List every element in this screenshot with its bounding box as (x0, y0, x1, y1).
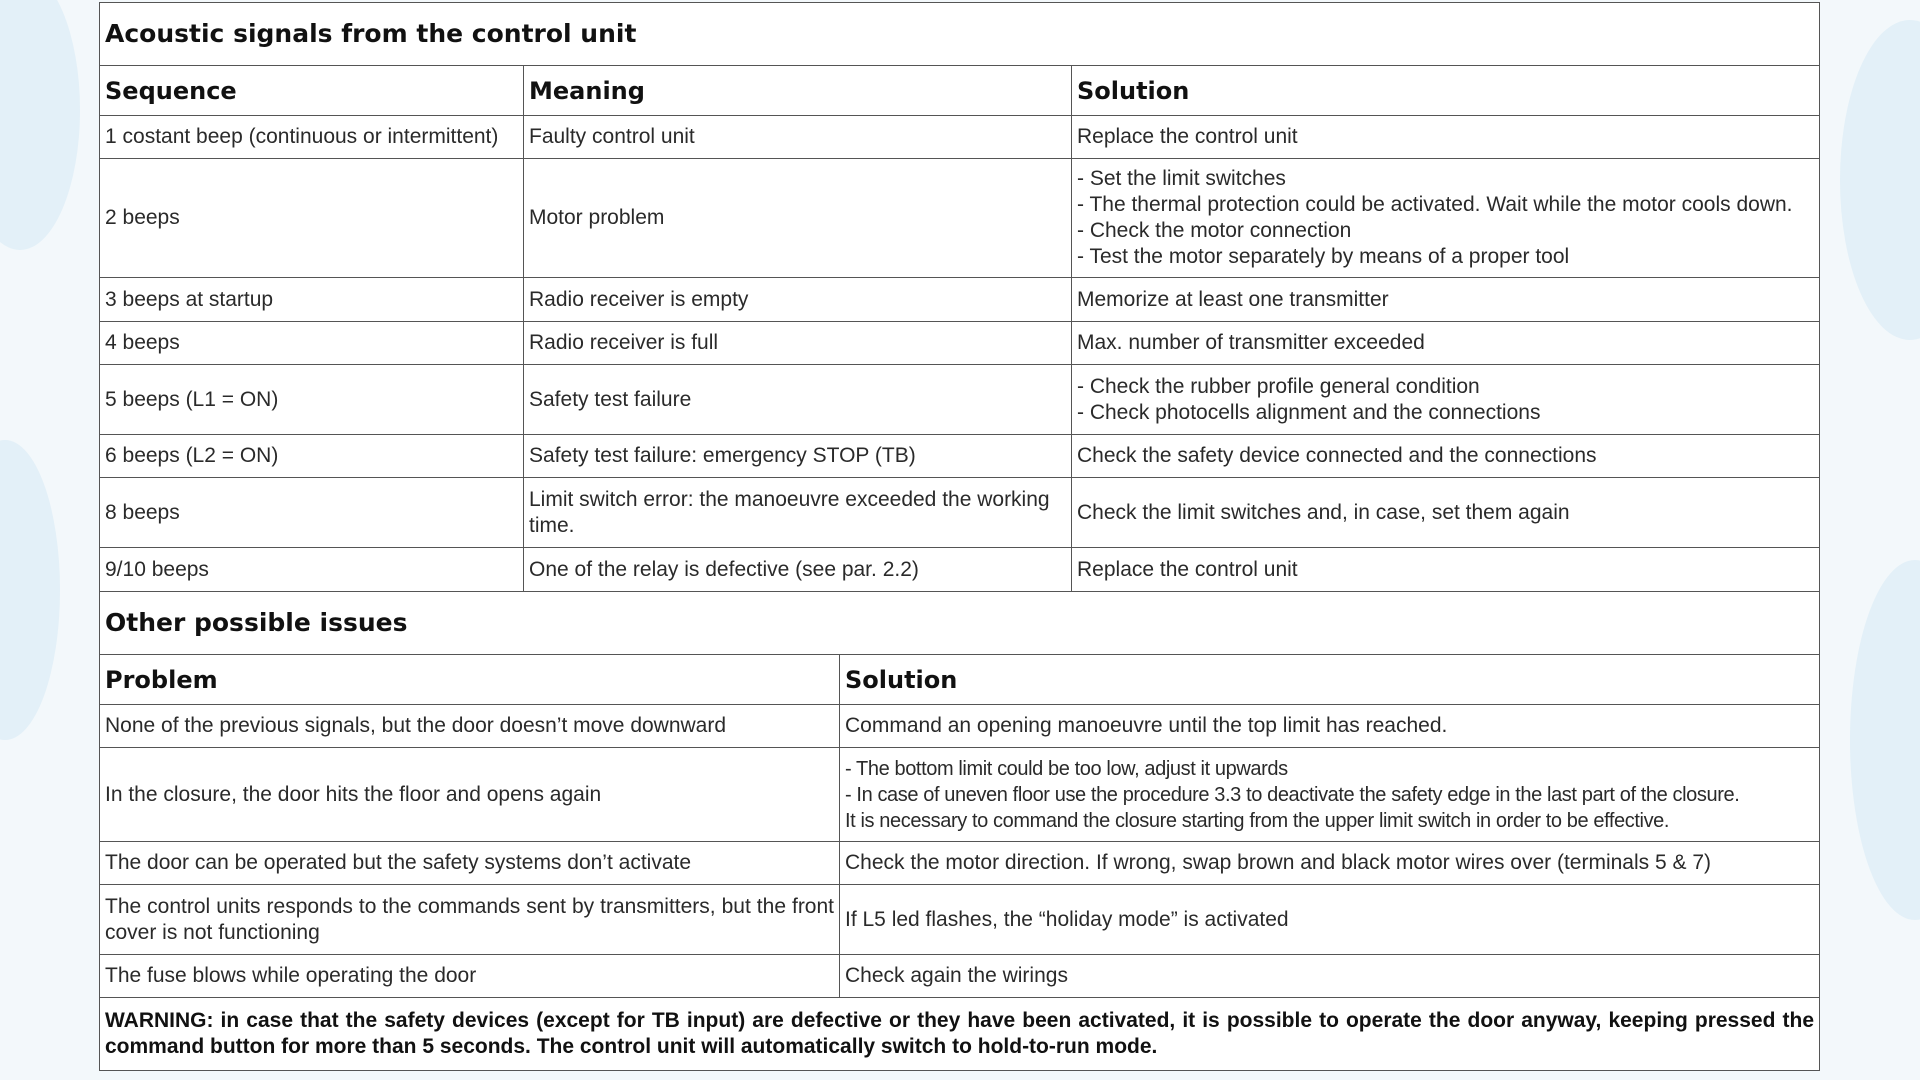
problem-cell: In the closure, the door hits the floor and opens again (100, 748, 840, 842)
solution-line: - Check the motor connection (1077, 219, 1352, 242)
acoustic-signals-title: Acoustic signals from the control unit (100, 3, 1820, 66)
warning-text: WARNING: in case that the safety devices (except for TB input) are defective or they have been activated, it is possible to operate the door anyway, keeping pressed the command button for more than 5 seconds. The control unit will automatically switch to hold-to-run mode. (100, 998, 1820, 1071)
solution-cell: Memorize at least one transmitter (1072, 278, 1820, 322)
table-row (100, 435, 1820, 478)
solution-cell (1072, 159, 1820, 278)
header-solution: Solution (840, 655, 1820, 705)
acoustic-signals-table (99, 2, 1820, 592)
background-decoration-left-lower (0, 440, 60, 740)
sequence-cell: 4 beeps (100, 322, 524, 365)
solution-line: - Test the motor separately by means of a proper tool (1077, 245, 1570, 268)
solution-cell (840, 748, 1820, 842)
background-decoration-right (1840, 20, 1920, 340)
meaning-cell: Faulty control unit (524, 116, 1072, 159)
table-row (100, 116, 1820, 159)
table-row (100, 159, 1820, 278)
solution-line: - In case of uneven floor use the procedure 3.3 to deactivate the safety edge in the last part of the closure. (845, 783, 1740, 806)
table-row (100, 955, 1820, 998)
table-row (100, 885, 1820, 955)
solution-line: - Set the limit switches (1077, 167, 1286, 190)
solution-cell (1072, 365, 1820, 435)
table-row (100, 748, 1820, 842)
solution-cell: Check again the wirings (840, 955, 1820, 998)
table-row (100, 548, 1820, 592)
header-sequence: Sequence (100, 66, 524, 116)
troubleshooting-document (99, 2, 1819, 1071)
solution-line: It is necessary to command the closure starting from the upper limit switch in order to be effective. (845, 809, 1670, 832)
sequence-cell: 5 beeps (L1 = ON) (100, 365, 524, 435)
solution-cell: Command an opening manoeuvre until the top limit has reached. (840, 705, 1820, 748)
problem-cell: The control units responds to the commands sent by transmitters, but the front cover is not functioning (100, 885, 840, 955)
sequence-cell: 3 beeps at startup (100, 278, 524, 322)
table-row (100, 322, 1820, 365)
table-row (100, 705, 1820, 748)
table-row (100, 478, 1820, 548)
meaning-cell: Radio receiver is full (524, 322, 1072, 365)
meaning-cell: One of the relay is defective (see par. 2.2) (524, 548, 1072, 592)
solution-cell: Replace the control unit (1072, 548, 1820, 592)
header-solution: Solution (1072, 66, 1820, 116)
background-decoration-right-lower (1850, 560, 1920, 920)
problem-cell: The door can be operated but the safety systems don’t activate (100, 842, 840, 885)
solution-cell: Check the limit switches and, in case, set them again (1072, 478, 1820, 548)
solution-line: - Check photocells alignment and the connections (1077, 400, 1541, 424)
other-issues-table (99, 591, 1820, 1071)
meaning-cell: Safety test failure: emergency STOP (TB) (524, 435, 1072, 478)
solution-cell: Check the safety device connected and the connections (1072, 435, 1820, 478)
meaning-cell: Safety test failure (524, 365, 1072, 435)
sequence-cell: 6 beeps (L2 = ON) (100, 435, 524, 478)
header-problem: Problem (100, 655, 840, 705)
meaning-cell: Motor problem (524, 159, 1072, 278)
sequence-cell: 1 costant beep (continuous or intermittent) (100, 116, 524, 159)
problem-cell: None of the previous signals, but the door doesn’t move downward (100, 705, 840, 748)
solution-line: - Check the rubber profile general condition (1077, 374, 1480, 398)
other-issues-title: Other possible issues (100, 592, 1820, 655)
header-meaning: Meaning (524, 66, 1072, 116)
solution-cell: Max. number of transmitter exceeded (1072, 322, 1820, 365)
meaning-cell: Radio receiver is empty (524, 278, 1072, 322)
table-row (100, 365, 1820, 435)
table-row (100, 842, 1820, 885)
solution-cell: Check the motor direction. If wrong, swap brown and black motor wires over (terminals 5 & 7) (840, 842, 1820, 885)
solution-cell: If L5 led flashes, the “holiday mode” is activated (840, 885, 1820, 955)
problem-cell: The fuse blows while operating the door (100, 955, 840, 998)
solution-line: - The bottom limit could be too low, adjust it upwards (845, 757, 1288, 780)
table-row (100, 278, 1820, 322)
warning-row (100, 998, 1820, 1071)
sequence-cell: 9/10 beeps (100, 548, 524, 592)
solution-line: - The thermal protection could be activated. Wait while the motor cools down. (1077, 193, 1793, 216)
background-decoration-left (0, 0, 80, 250)
sequence-cell: 2 beeps (100, 159, 524, 278)
meaning-cell: Limit switch error: the manoeuvre exceeded the working time. (524, 478, 1072, 548)
solution-cell: Replace the control unit (1072, 116, 1820, 159)
sequence-cell: 8 beeps (100, 478, 524, 548)
